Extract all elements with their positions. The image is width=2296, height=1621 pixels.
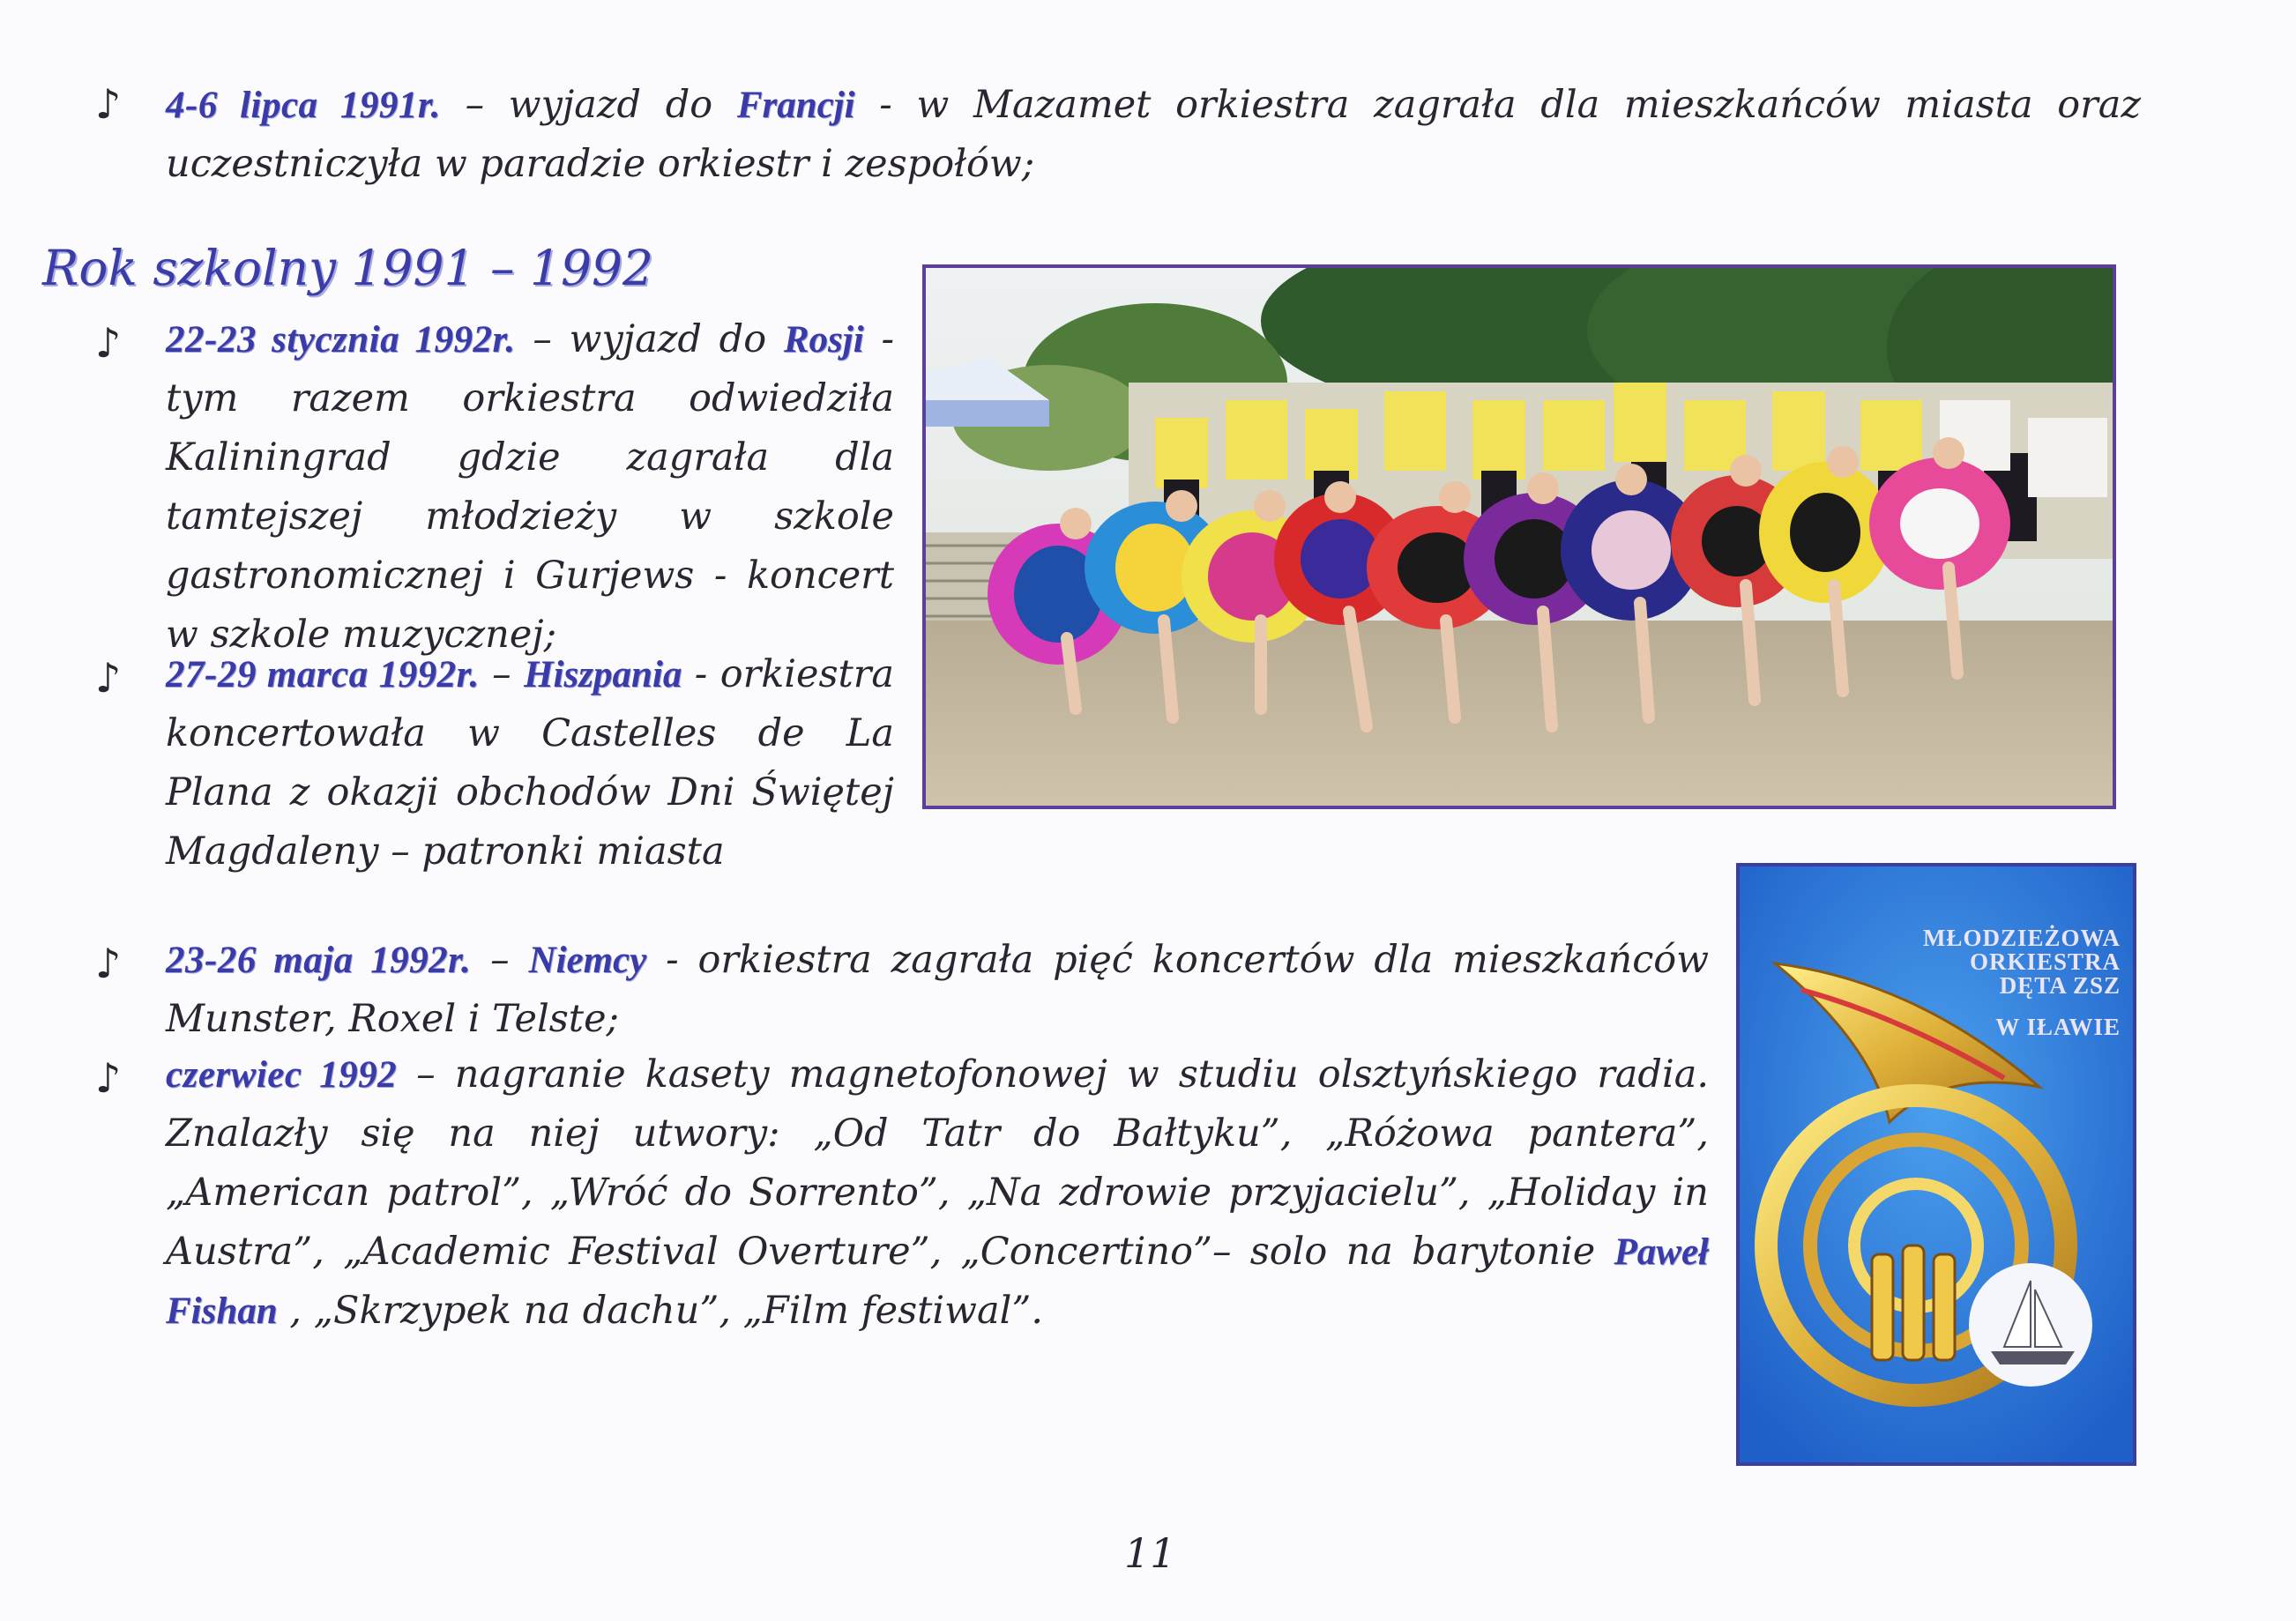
cassette-cover (1736, 863, 2136, 1466)
dancers-photo (922, 264, 2116, 809)
event-place: Niemcy (528, 940, 647, 981)
music-note-icon: ♪ (95, 940, 122, 987)
music-note-icon: ♪ (95, 1054, 122, 1102)
event-text: – (479, 652, 525, 696)
event-soloist: Paweł Fishan (166, 1231, 1709, 1332)
list-item (166, 76, 2141, 194)
music-note-icon: ♪ (95, 319, 122, 367)
event-text: - tym razem orkiestra odwiedziła Kaliningrad gdzie zagrała dla tamtejszej młodzieży w szkole gastronomicznej i Gurjews - koncert w szkole muzycznej; (166, 317, 894, 657)
dancers-photo-illustration (926, 268, 2113, 806)
list-item (166, 1045, 1709, 1341)
music-note-icon: ♪ (95, 80, 122, 128)
page-number: 11 (1124, 1529, 1176, 1577)
event-text: – wyjazd do (440, 83, 737, 127)
event-place: Francji (736, 85, 855, 126)
music-note-icon: ♪ (95, 654, 122, 702)
event-text: – nagranie kasety magnetofonowej w studiu olsztyńskiego radia. Znalazły się na niej utwory: „Od Tatr do Bałtyku”, „Różowa pantera”, „American patrol”, „Wróć do Sorrento”, „Na zdrowie przyjacielu”, „Holiday in Austra”, „Academic Festival Overture”, „Concertino”– solo na barytonie (166, 1052, 1710, 1274)
poster-line: ORKIESTRA (1969, 948, 2121, 975)
event-place: Hiszpania (524, 654, 682, 695)
event-text: - orkiestra koncertowała w Castelles de La Plana z okazji obchodów Dni Świętej Magdaleny – patronki miasta (166, 652, 894, 874)
section-heading: Rok szkolny 1991 – 1992 (42, 240, 653, 296)
poster-line: DĘTA ZSZ (1999, 972, 2121, 999)
list-item (166, 310, 894, 665)
event-text: – wyjazd do (515, 317, 784, 361)
event-text: - orkiestra zagrała pięć koncertów dla mieszkańców Munster, Roxel i Telste; (166, 938, 1710, 1041)
event-date: 4-6 lipca 1991r. (166, 85, 441, 126)
event-date: 27-29 marca 1992r. (166, 654, 480, 695)
event-text: - w Mazamet orkiestra zagrała dla mieszkańców miasta oraz uczestniczyła w paradzie orkiestr i zespołów; (166, 83, 2141, 186)
list-item (166, 645, 894, 881)
poster-line: W IŁAWIE (1995, 1014, 2121, 1040)
event-place: Rosji (783, 319, 864, 361)
event-text: , „Skrzypek na dachu”, „Film festiwal”. (277, 1289, 1044, 1333)
list-item (166, 931, 1709, 1049)
event-date: czerwiec 1992 (166, 1054, 398, 1096)
event-date: 22-23 stycznia 1992r. (166, 319, 516, 361)
poster-line: MŁODZIEŻOWA (1922, 925, 2121, 951)
event-date: 23-26 maja 1992r. (166, 940, 472, 981)
event-text: – (471, 938, 529, 982)
poster-title (1856, 926, 2121, 1039)
